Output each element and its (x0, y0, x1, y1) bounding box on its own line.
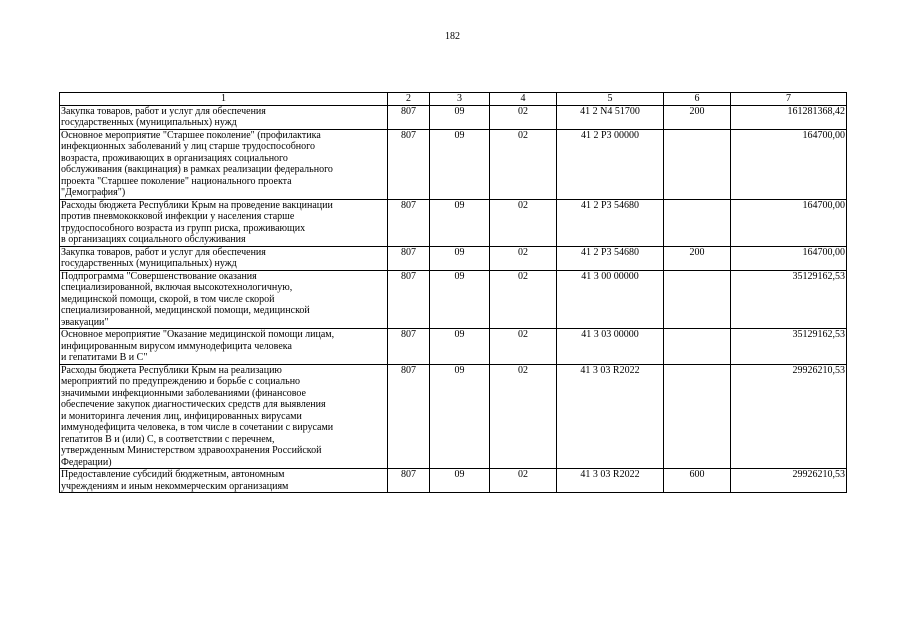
item-sum: 164700,00 (731, 246, 847, 270)
item-rz: 09 (430, 364, 490, 469)
item-gr: 807 (388, 329, 430, 365)
table-row (60, 199, 847, 246)
item-name: Закупка товаров, работ и услуг для обеспечения государственных (муниципальных) нужд (60, 246, 388, 270)
table-row (60, 329, 847, 365)
item-vr: 200 (664, 246, 731, 270)
item-pr: 02 (490, 105, 557, 129)
item-vr (664, 270, 731, 329)
item-sum: 164700,00 (731, 199, 847, 246)
item-name: Основное мероприятие "Старшее поколение" (профилактика инфекционных заболеваний у лиц старше трудоспособного возраста, проживающих в организациях социального обслуживания (вакцинация) в рамках реализации федерального проекта "Старшее поколение" национального проекта "Демография") (60, 129, 388, 199)
column-header: 4 (490, 93, 557, 106)
item-pr: 02 (490, 199, 557, 246)
item-gr: 807 (388, 364, 430, 469)
item-vr (664, 329, 731, 365)
item-gr: 807 (388, 246, 430, 270)
column-header: 5 (557, 93, 664, 106)
item-name: Подпрограмма "Совершенствование оказания специализированной, включая высокотехнологичную, медицинской помощи, скорой, в том числе скорой специализированной, медицинской помощи, медицинской эвакуации" (60, 270, 388, 329)
item-rz: 09 (430, 329, 490, 365)
item-vr (664, 129, 731, 199)
item-csr: 41 2 P3 54680 (557, 199, 664, 246)
item-pr: 02 (490, 270, 557, 329)
item-sum: 35129162,53 (731, 329, 847, 365)
item-pr: 02 (490, 246, 557, 270)
table-row (60, 246, 847, 270)
column-header: 3 (430, 93, 490, 106)
item-vr (664, 199, 731, 246)
item-gr: 807 (388, 129, 430, 199)
item-csr: 41 2 P3 54680 (557, 246, 664, 270)
item-rz: 09 (430, 469, 490, 493)
item-rz: 09 (430, 270, 490, 329)
table-row (60, 270, 847, 329)
item-csr: 41 2 P3 00000 (557, 129, 664, 199)
item-name: Предоставление субсидий бюджетным, автономным учреждениям и иным некоммерческим организациям (60, 469, 388, 493)
item-rz: 09 (430, 246, 490, 270)
table-row (60, 105, 847, 129)
item-rz: 09 (430, 199, 490, 246)
table-row (60, 129, 847, 199)
column-header: 6 (664, 93, 731, 106)
column-header: 1 (60, 93, 388, 106)
item-sum: 29926210,53 (731, 469, 847, 493)
page-number: 182 (445, 31, 460, 42)
item-rz: 09 (430, 105, 490, 129)
item-pr: 02 (490, 469, 557, 493)
item-gr: 807 (388, 270, 430, 329)
item-gr: 807 (388, 105, 430, 129)
table-row (60, 364, 847, 469)
item-name: Основное мероприятие "Оказание медицинской помощи лицам, инфицированным вирусом иммунодефицита человека и гепатитами В и С" (60, 329, 388, 365)
item-vr: 200 (664, 105, 731, 129)
item-vr (664, 364, 731, 469)
item-pr: 02 (490, 129, 557, 199)
item-name: Закупка товаров, работ и услуг для обеспечения государственных (муниципальных) нужд (60, 105, 388, 129)
column-header: 7 (731, 93, 847, 106)
item-vr: 600 (664, 469, 731, 493)
item-rz: 09 (430, 129, 490, 199)
table-row (60, 469, 847, 493)
header-row (60, 93, 847, 106)
item-csr: 41 3 03 R2022 (557, 469, 664, 493)
item-name: Расходы бюджета Республики Крым на реализацию мероприятий по предупреждению и борьбе с социально значимыми инфекционными заболеваниями (финансовое обеспечение закупок диагностических средств для выявления и мониторинга лечения лиц, инфицированных вирусами иммунодефицита человека, в том числе в сочетании с вирусами гепатитов В и (или) С, в соответствии с перечнем, утвержденным Министерством здравоохранения Российской Федерации) (60, 364, 388, 469)
item-sum: 161281368,42 (731, 105, 847, 129)
item-csr: 41 3 00 00000 (557, 270, 664, 329)
item-gr: 807 (388, 469, 430, 493)
item-sum: 29926210,53 (731, 364, 847, 469)
item-name: Расходы бюджета Республики Крым на проведение вакцинации против пневмококковой инфекции у населения старше трудоспособного возраста из групп риска, проживающих в организациях социального обслуживания (60, 199, 388, 246)
budget-table (59, 92, 847, 493)
item-pr: 02 (490, 364, 557, 469)
item-gr: 807 (388, 199, 430, 246)
item-sum: 164700,00 (731, 129, 847, 199)
item-pr: 02 (490, 329, 557, 365)
item-csr: 41 3 03 R2022 (557, 364, 664, 469)
item-csr: 41 3 03 00000 (557, 329, 664, 365)
column-header: 2 (388, 93, 430, 106)
item-csr: 41 2 N4 51700 (557, 105, 664, 129)
item-sum: 35129162,53 (731, 270, 847, 329)
